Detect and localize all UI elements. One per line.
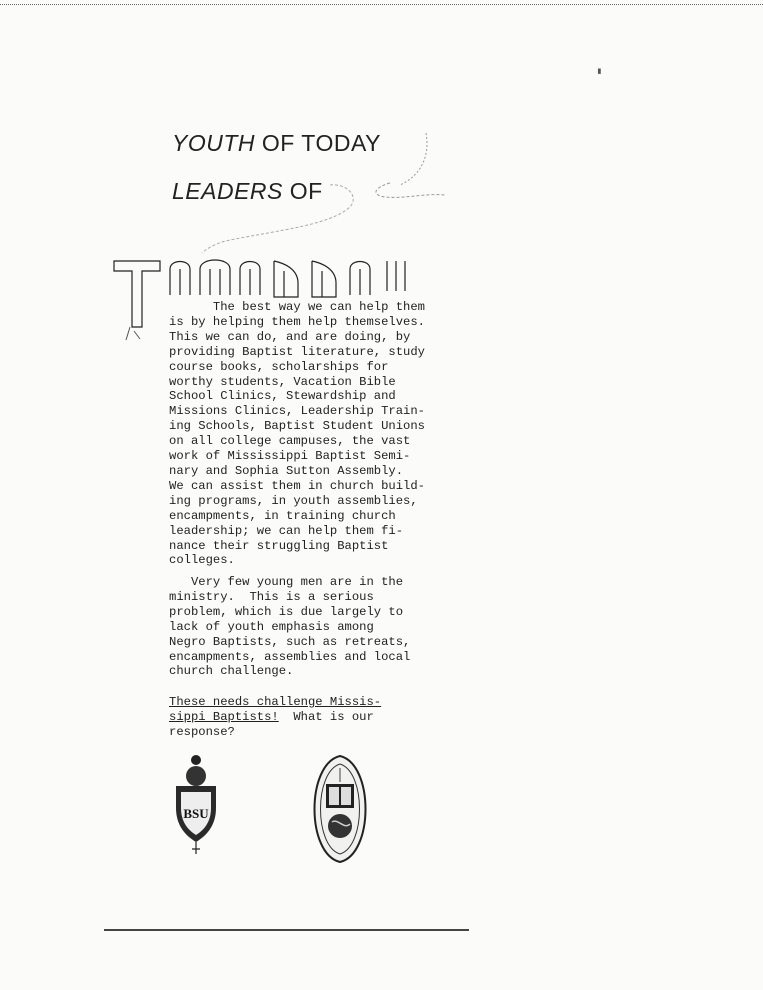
heading-line-1 xyxy=(172,130,381,157)
paragraph-3 xyxy=(169,695,444,740)
paragraph-2: Very few young men are in the ministry. This is a serious problem, which is due largely to lack of youth emphasis among Negro Baptists, such as retreats, encampments, assemblies and local church challenge. xyxy=(169,575,411,679)
stray-mark: ▘ xyxy=(598,70,604,80)
paragraph-3-rest: What is our response? xyxy=(169,709,374,739)
bsu-shield-emblem xyxy=(170,752,222,856)
heading-leaders: LEADERS xyxy=(172,178,283,204)
heading-youth: YOUTH xyxy=(172,130,255,156)
paragraph-3-underlined: These needs challenge Missis- sippi Baptists! xyxy=(169,695,382,724)
svg-text:BSU: BSU xyxy=(183,806,209,821)
paragraph-1: The best way we can help them is by helping them help themselves. This we can do, and are doing, by providing Baptist literature, study course books, scholarships for worthy students, Vacation Bible School Clinics, Stewardship and Missions Clinics, Leadership Train- ing Schools, Baptist Student Unions on all college campuses, the vast work of Mississippi Baptist Semi- nary and Sophia Sutton Assembly. We can assist them in church build- ing programs, in youth assemblies, encampments, in training church leadership; we can help them fi- nance their struggling Baptist colleges. xyxy=(169,300,425,568)
top-border-line xyxy=(0,4,763,5)
heading-of: OF xyxy=(282,178,323,204)
heading-line-2 xyxy=(172,178,323,205)
bottom-rule xyxy=(104,929,469,931)
heading-of-today: OF TODAY xyxy=(255,130,381,156)
wmu-seal-emblem xyxy=(304,754,376,864)
